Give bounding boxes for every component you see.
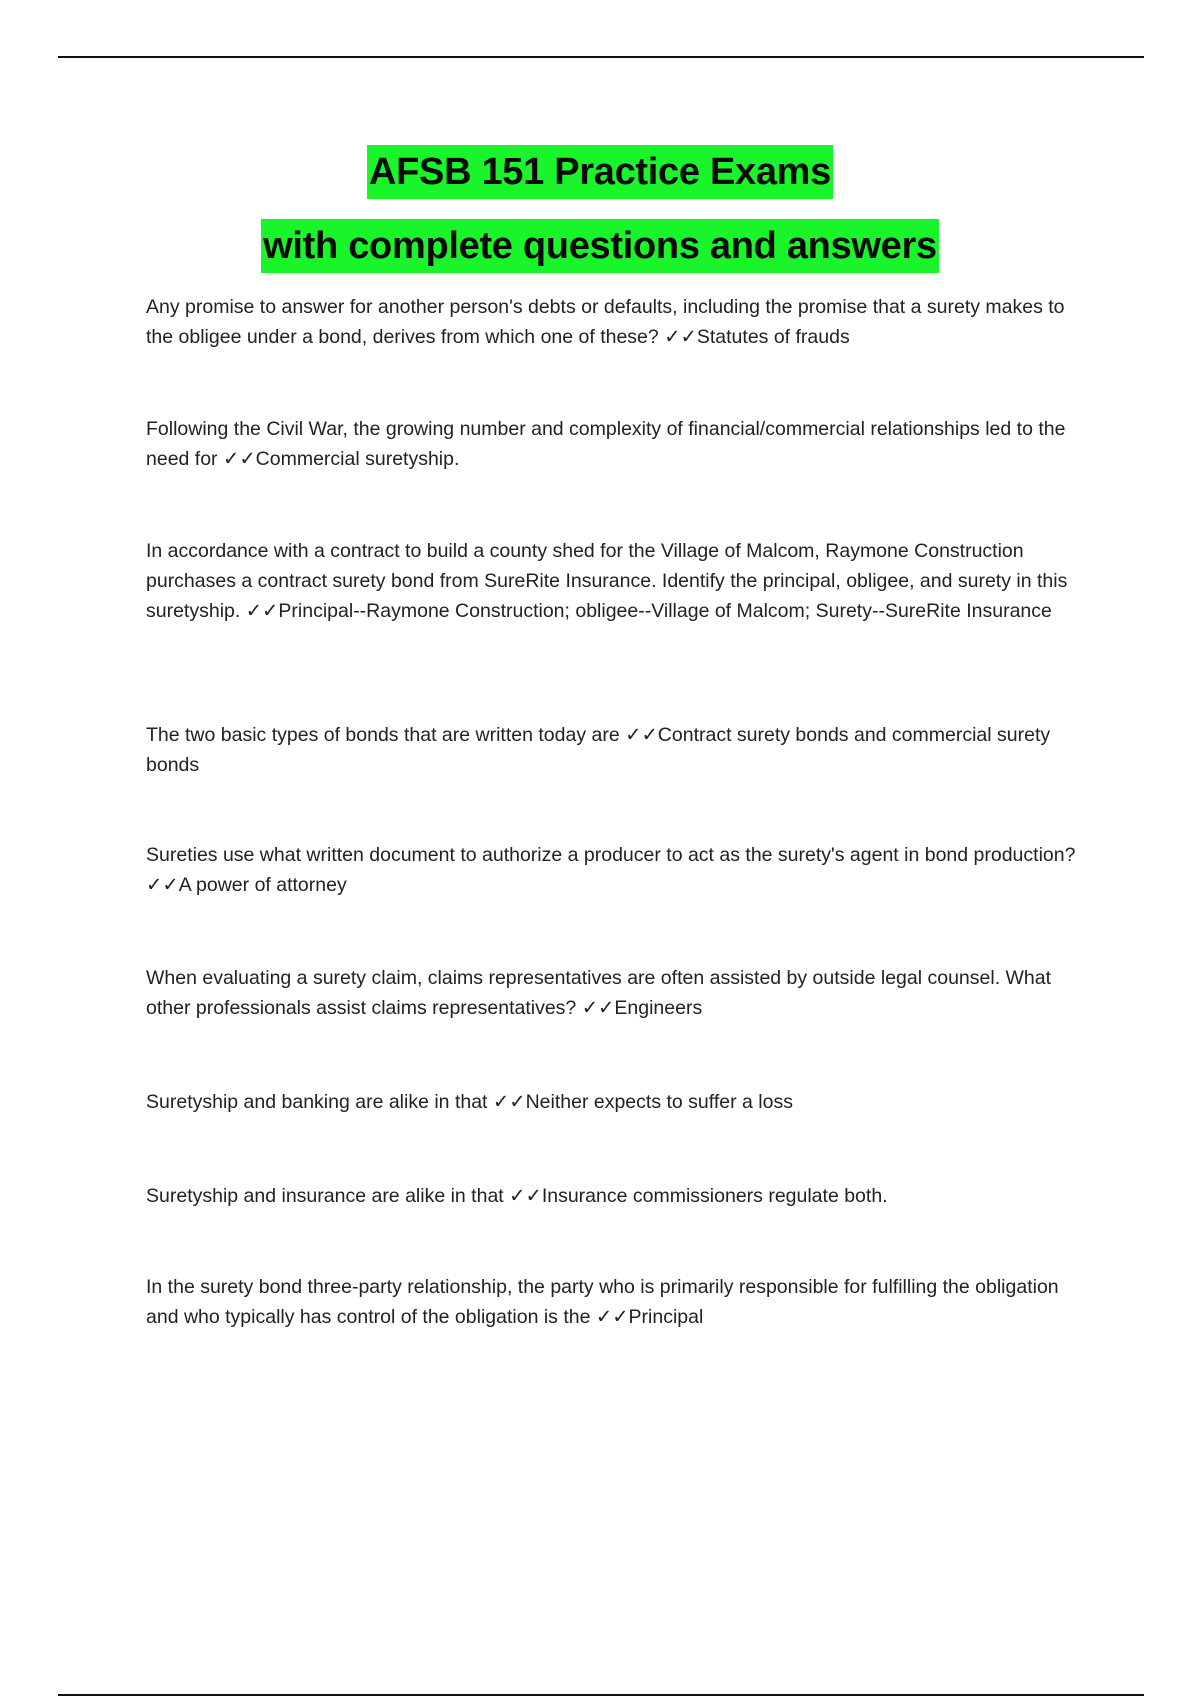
document-title [0, 145, 1200, 293]
top-rule [58, 56, 1144, 58]
qa-item [146, 720, 1096, 780]
question-text: Following the Civil War, the growing number and complexity of financial/commercial relationships led to the need for [146, 418, 1066, 470]
question-text: When evaluating a surety claim, claims representatives are often assisted by outside legal counsel. What other professionals assist claims representatives? [146, 967, 1052, 1019]
title-line-1: AFSB 151 Practice Exams [367, 145, 833, 199]
check-mark-icon: ✓✓ [146, 874, 179, 896]
check-mark-icon: ✓✓ [581, 997, 615, 1019]
title-line-2: with complete questions and answers [261, 219, 939, 273]
question-text: In accordance with a contract to build a county shed for the Village of Malcom, Raymone Construction purchases a contract surety bond from SureRite Insurance. Identify the principal, obligee, and surety in this suretyship. [146, 540, 1068, 622]
qa-item [146, 963, 1096, 1023]
qa-item [146, 840, 1096, 900]
check-mark-icon: ✓✓ [625, 724, 658, 746]
question-text: Suretyship and insurance are alike in that [146, 1185, 504, 1207]
question-text: In the surety bond three-party relationship, the party who is primarily responsible for fulfilling the obligation and who typically has control of the obligation is the [146, 1276, 1059, 1328]
answer-text: A power of attorney [178, 874, 347, 896]
answer-text: Neither expects to suffer a loss [525, 1091, 793, 1113]
qa-item [146, 1181, 1096, 1211]
question-text: Any promise to answer for another person's debts or defaults, including the promise that a surety makes to the obligee under a bond, derives from which one of these? [146, 296, 1065, 348]
qa-item [146, 292, 1096, 352]
check-mark-icon: ✓✓ [664, 326, 697, 348]
answer-text: Contract surety bonds and commercial surety bonds [146, 724, 1051, 776]
qa-item [146, 1087, 1096, 1117]
qa-item [146, 1272, 1096, 1332]
answer-text: Statutes of frauds [696, 326, 850, 348]
answer-text: Principal [628, 1306, 704, 1328]
question-text: Sureties use what written document to authorize a producer to act as the surety's agent in bond production? [146, 844, 1076, 866]
answer-text: Insurance commissioners regulate both. [541, 1185, 888, 1207]
check-mark-icon: ✓✓ [222, 448, 256, 470]
answer-text: Commercial suretyship. [255, 448, 460, 470]
qa-item [146, 536, 1096, 626]
bottom-rule [58, 1694, 1144, 1696]
answer-text: Engineers [614, 997, 703, 1019]
check-mark-icon: ✓✓ [595, 1306, 629, 1328]
check-mark-icon: ✓✓ [509, 1185, 542, 1207]
question-text: Suretyship and banking are alike in that [146, 1091, 488, 1113]
answer-text: Principal--Raymone Construction; obligee--Village of Malcom; Surety--SureRite Insurance [278, 600, 1052, 622]
qa-item [146, 414, 1096, 474]
check-mark-icon: ✓✓ [492, 1091, 526, 1113]
question-text: The two basic types of bonds that are written today are [146, 724, 620, 746]
check-mark-icon: ✓✓ [245, 600, 279, 622]
